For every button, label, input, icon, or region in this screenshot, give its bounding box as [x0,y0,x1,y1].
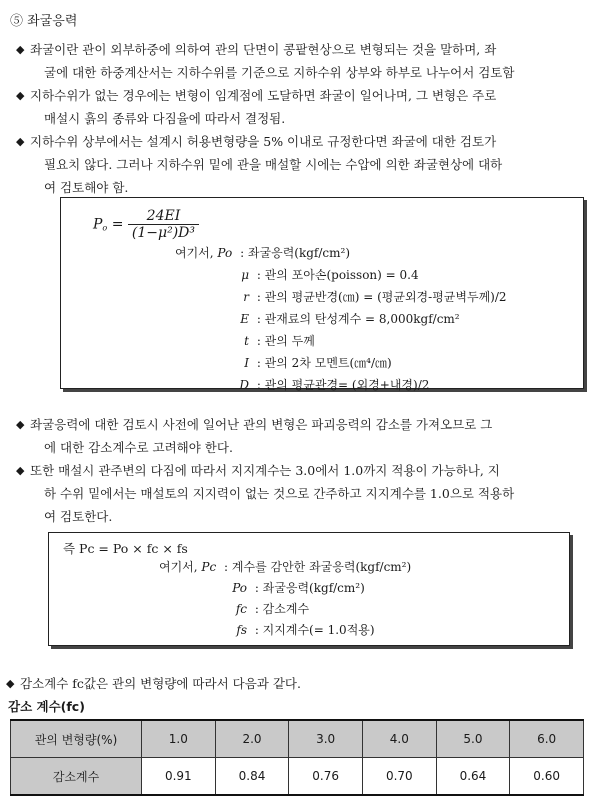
bullet-line: 여 검토해야 함. [44,180,129,195]
table-cell: 0.60 [510,758,584,796]
def-text: : 관의 2차 모멘트(㎝⁴/㎝) [256,356,392,370]
bullet-item [6,672,572,695]
definitions-intro: 여기서, [175,246,214,260]
formula-numerator: 24EI [128,208,199,225]
table-cell: 6.0 [510,720,584,758]
table-cell: 0.70 [362,758,436,796]
table-cell: 3.0 [289,720,363,758]
bullet-line: 필요치 않다. 그러나 지하수위 밑에 관을 매설할 시에는 수압에 의한 좌굴현상에 대하 [44,157,503,172]
def-text: : 관의 평균관경= (외경+내경)/2 [256,378,430,392]
row-header: 관의 변형량(%) [11,720,142,758]
bullet-icon: ◆ [16,89,25,102]
reduction-factor-table [10,719,584,796]
formula-box [60,197,584,392]
def-text: : 관재료의 탄성계수 = 8,000kgf/cm² [256,312,460,326]
section-title: 좌굴응력 [27,14,78,29]
table-cell: 5.0 [436,720,510,758]
def-symbol: Po [232,581,247,595]
bullet-item [16,413,582,459]
def-text: : 관의 포아손(poisson) = 0.4 [256,268,419,282]
formula-denominator: (1−μ²)D³ [131,225,195,241]
def-symbol: Pc [201,560,217,574]
buckling-formula: $P_o$ = $\frac{24EI}{\text{(1−μ²)D³}}$ [93,208,199,241]
table-row [11,758,584,796]
bullet-line: 지하수위가 없는 경우에는 변형이 임계점에 도달하면 좌굴이 일어나며, 그 변형은 주로 [30,88,497,103]
row-header: 감소계수 [11,758,142,796]
table-cell: 0.84 [215,758,289,796]
section-heading [10,10,77,29]
definitions-intro: 여기서, [159,560,198,574]
def-text: : 지지계수(= 1.0적용) [254,623,375,637]
coefficient-definitions [159,557,411,641]
def-text: : 감소계수 [254,602,310,616]
def-symbol: I [244,356,249,370]
bullet-item [16,38,582,84]
bullet-line: 지하수위 상부에서는 설계시 허용변형량을 5% 이내로 규정한다면 좌굴에 대한 검토가 [30,134,497,149]
def-text: : 계수를 감안한 좌굴응력(kgf/cm²) [224,560,412,574]
table-cell: 1.0 [142,720,216,758]
bullet-item [16,459,582,528]
def-symbol: t [244,334,249,348]
coefficient-box [48,532,570,646]
def-symbol: r [243,290,249,304]
def-text: : 좌굴응력(kgf/cm²) [254,581,365,595]
bullet-line: 감소계수 fc값은 관의 변형량에 따라서 다음과 같다. [20,676,301,691]
bullet-line: 에 대한 감소계수로 고려해야 한다. [44,440,233,455]
bullet-line: 좌굴이란 관이 외부하중에 의하여 관의 단면이 콩팥현상으로 변형되는 것을 말하며, 좌 [30,42,497,57]
bullet-line: 굴에 대한 하중계산서는 지하수위를 기준으로 지하수위 상부와 하부로 나누어서 검토함 [44,65,515,80]
bullet-item [16,84,582,130]
bullet-line: 하 수위 밑에서는 매설토의 지지력이 없는 것으로 간주하고 지지계수를 1.0으로 적용하 [44,486,515,501]
bullet-icon: ◆ [16,135,25,148]
bullet-icon: ◆ [16,464,25,477]
bullet-line: 여 검토한다. [44,509,113,524]
bullet-icon: ◆ [6,677,15,690]
table-cell: 0.64 [436,758,510,796]
def-symbol: fc [235,602,247,616]
bullet-line: 또한 매설시 관주변의 다짐에 따라서 지지계수는 3.0에서 1.0까지 적용이 가능하나, 지 [30,463,500,478]
formula-definitions [175,242,507,396]
adjusted-formula: 즉 Pc = Po × fc × fs [63,541,188,556]
table-cell: 0.91 [142,758,216,796]
table-title: 감소 계수(fc) [8,699,85,714]
bullet-line: 좌굴응력에 대한 검토시 사전에 일어난 관의 변형은 파괴응력의 감소를 가져오므로 그 [30,417,493,432]
bullet-item [16,130,582,199]
table-row [11,720,584,758]
bullet-icon: ◆ [16,43,25,56]
def-text: : 관의 평균반경(㎝) = (평균외경-평균벽두께)/2 [256,290,507,304]
table-cell: 2.0 [215,720,289,758]
def-symbol: E [240,312,249,326]
def-text: : 관의 두께 [256,334,315,348]
bullet-line: 매설시 흙의 종류와 다짐율에 따라서 결정됨. [44,111,286,126]
def-symbol: D [239,378,249,392]
table-cell: 0.76 [289,758,363,796]
table-cell: 4.0 [362,720,436,758]
def-symbol: μ [241,268,249,282]
def-symbol: Po [217,246,233,260]
def-symbol: fs [236,623,247,637]
def-text: : 좌굴응력(kgf/cm²) [240,246,350,260]
bullet-icon: ◆ [16,418,25,431]
section-number: ⑤ [10,14,24,29]
